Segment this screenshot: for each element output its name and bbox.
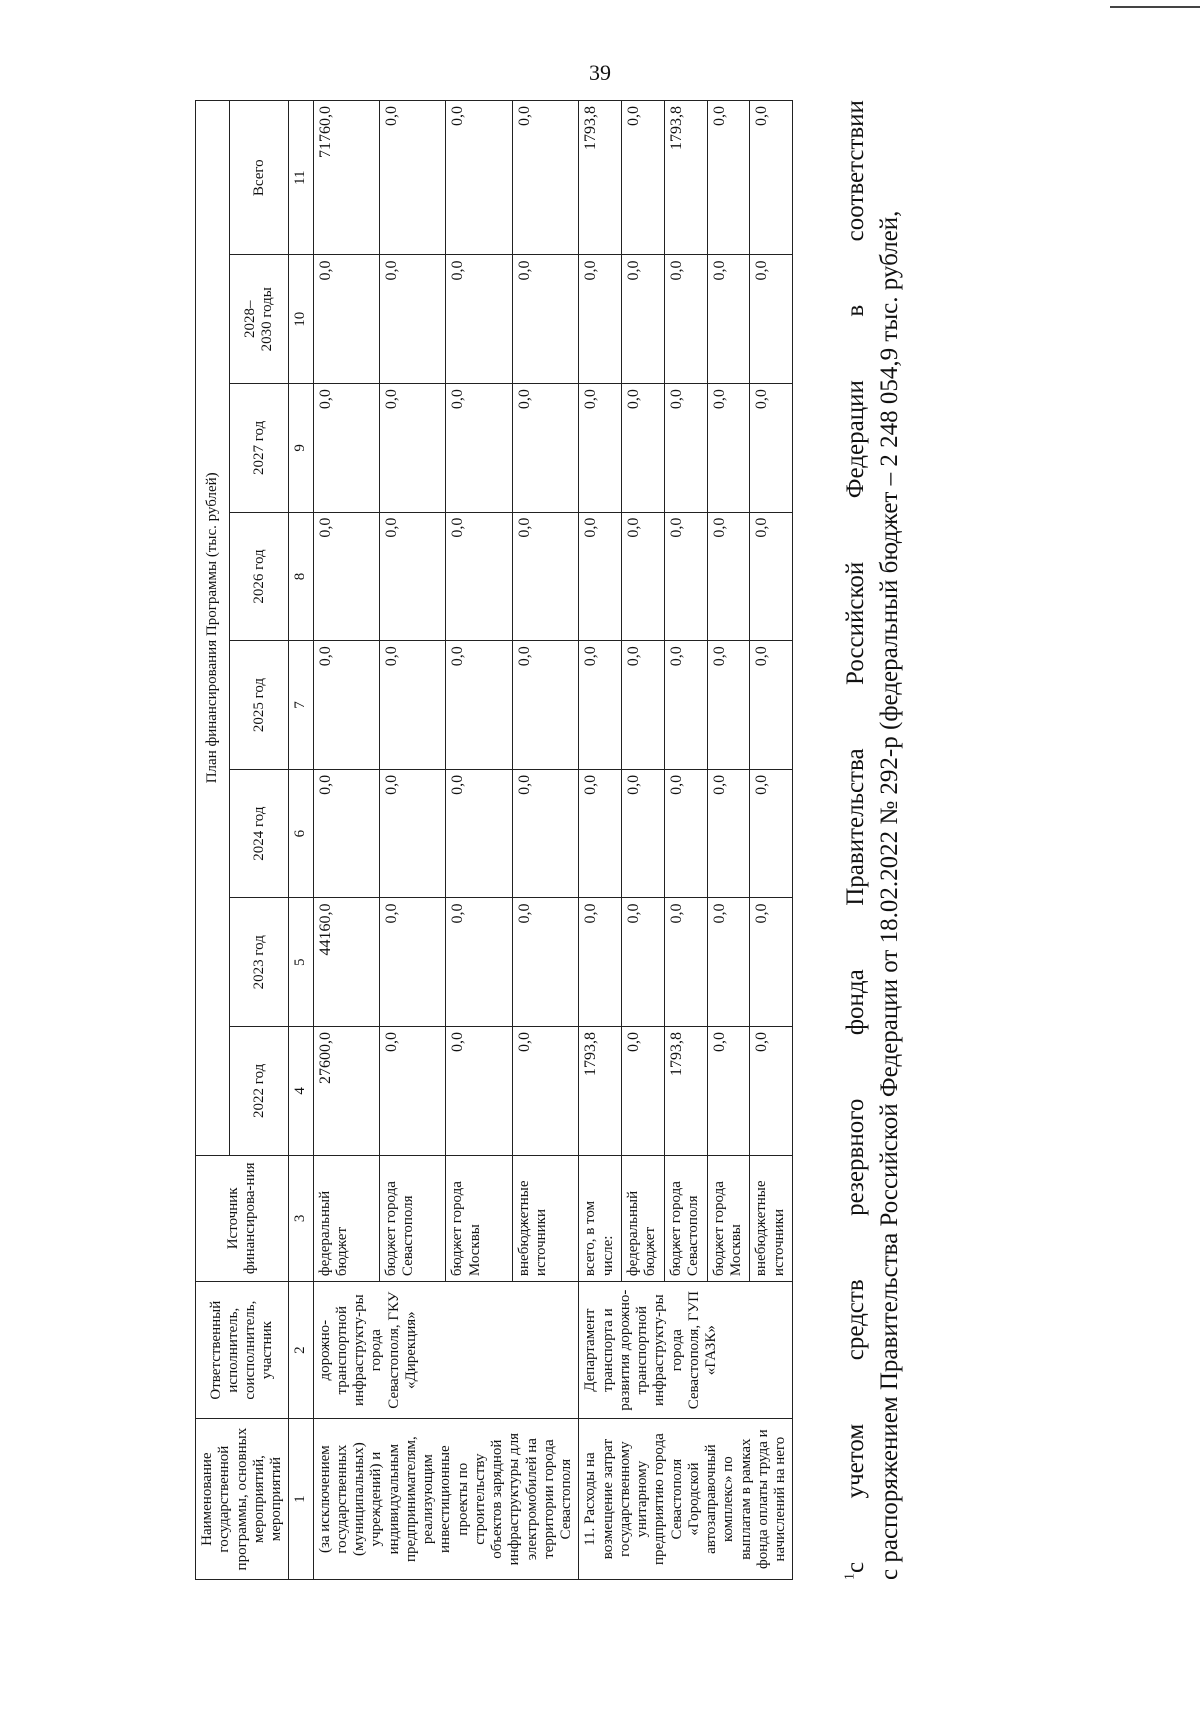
value-cell: 0,0: [512, 769, 578, 898]
value-cell: 0,0: [622, 898, 665, 1027]
value-cell: 0,0: [707, 101, 750, 255]
value-cell: 0,0: [622, 101, 665, 255]
source-cell: бюджет города Москвы: [446, 1155, 512, 1281]
footnote-word: Правительства: [842, 748, 870, 906]
value-cell: 0,0: [379, 101, 445, 255]
value-cell: 0,0: [750, 769, 793, 898]
footnote-line-1: [839, 100, 873, 1580]
value-cell: 0,0: [579, 769, 622, 898]
value-cell: 0,0: [313, 769, 379, 898]
footnote-word: фонда: [842, 969, 870, 1036]
value-cell: 0,0: [622, 255, 665, 384]
page-number: 39: [589, 60, 611, 85]
value-cell: 0,0: [313, 255, 379, 384]
header-executor: Ответственный исполнитель, соисполнитель, участник: [196, 1282, 289, 1419]
header-year-6: 2028– 2030 годы: [230, 255, 289, 384]
value-cell: 0,0: [512, 384, 578, 513]
header-year-0: 2022 год: [230, 1027, 289, 1156]
value-cell: 0,0: [750, 512, 793, 641]
value-cell: 0,0: [446, 384, 512, 513]
value-cell: 0,0: [512, 512, 578, 641]
value-cell: 0,0: [446, 101, 512, 255]
source-cell: бюджет города Москвы: [707, 1155, 750, 1281]
header-year-7: Всего: [230, 101, 289, 255]
footnote-word: учетом: [842, 1423, 870, 1499]
value-cell: 0,0: [750, 641, 793, 770]
column-index-6: 7: [289, 641, 313, 770]
table-row: [313, 101, 379, 1580]
value-cell: 27600,0: [313, 1027, 379, 1156]
value-cell: 0,0: [446, 255, 512, 384]
source-cell: бюджет города Севастополя: [664, 1155, 707, 1281]
value-cell: 0,0: [622, 641, 665, 770]
value-cell: 1793,8: [664, 1027, 707, 1156]
value-cell: 0,0: [622, 512, 665, 641]
column-index-0: 1: [289, 1419, 313, 1580]
value-cell: 44160,0: [313, 898, 379, 1027]
footnote-word: соответствии: [842, 100, 870, 242]
financing-table: [195, 100, 793, 1580]
value-cell: 0,0: [622, 384, 665, 513]
column-index-2: 3: [289, 1155, 313, 1281]
value-cell: 0,0: [707, 512, 750, 641]
value-cell: 0,0: [750, 384, 793, 513]
value-cell: 0,0: [707, 641, 750, 770]
value-cell: 0,0: [664, 384, 707, 513]
source-cell: внебюджетные источники: [512, 1155, 578, 1281]
value-cell: 0,0: [446, 769, 512, 898]
footnote-word-text: с: [842, 1561, 870, 1573]
value-cell: 0,0: [579, 384, 622, 513]
column-index-5: 6: [289, 769, 313, 898]
table-row: [579, 101, 622, 1580]
value-cell: 0,0: [446, 898, 512, 1027]
footnote: [839, 100, 907, 1580]
value-cell: 0,0: [750, 255, 793, 384]
value-cell: 0,0: [379, 512, 445, 641]
value-cell: 0,0: [707, 898, 750, 1027]
source-cell: федеральный бюджет: [313, 1155, 379, 1281]
footnote-word: Федерации: [842, 380, 870, 499]
header-index-row: [289, 101, 313, 1580]
footnote-word: Российской: [842, 561, 870, 685]
source-cell: федеральный бюджет: [622, 1155, 665, 1281]
value-cell: 0,0: [379, 769, 445, 898]
value-cell: 0,0: [750, 898, 793, 1027]
column-index-3: 4: [289, 1027, 313, 1156]
value-cell: 0,0: [579, 898, 622, 1027]
header-year-4: 2026 год: [230, 512, 289, 641]
value-cell: 0,0: [379, 1027, 445, 1156]
header-source: Источник финансирова-ния: [196, 1155, 289, 1281]
column-index-4: 5: [289, 898, 313, 1027]
source-cell: бюджет города Севастополя: [379, 1155, 445, 1281]
value-cell: 0,0: [512, 255, 578, 384]
value-cell: 0,0: [664, 255, 707, 384]
value-cell: 0,0: [707, 1027, 750, 1156]
table-body: [313, 101, 793, 1580]
column-index-7: 8: [289, 512, 313, 641]
value-cell: 0,0: [446, 512, 512, 641]
scan-edge-mark: [1110, 0, 1200, 8]
value-cell: 0,0: [512, 641, 578, 770]
header-year-3: 2025 год: [230, 641, 289, 770]
column-index-9: 10: [289, 255, 313, 384]
value-cell: 0,0: [750, 101, 793, 255]
value-cell: 0,0: [446, 641, 512, 770]
column-index-1: 2: [289, 1282, 313, 1419]
header-program-name: Наименование государственной программы, основных мероприятий, мероприятий: [196, 1419, 289, 1580]
value-cell: 0,0: [579, 641, 622, 770]
source-cell: всего, в том числе:: [579, 1155, 622, 1281]
program-name-cell: 11. Расходы на возмещение затрат государственному унитарному предприятию города Севастополя «Городской автозаправочный комплекс» по выплатам в рамках фонда оплаты труда и начислений на него: [579, 1419, 793, 1580]
value-cell: 1793,8: [579, 101, 622, 255]
executor-cell: дорожно-транспортной инфраструкту-ры города Севастополя, ГКУ «Дирекция»: [313, 1282, 579, 1419]
value-cell: 0,0: [313, 512, 379, 641]
value-cell: 0,0: [379, 898, 445, 1027]
program-name-cell: (за исключением государственных (муниципальных) учреждений) и индивидуальным предпринимателям, реализующим инвестиционные проекты по строительству объектов зарядной инфраструктуры для электромобилей на территории города Севастополя: [313, 1419, 579, 1580]
value-cell: 0,0: [622, 1027, 665, 1156]
value-cell: 0,0: [512, 101, 578, 255]
value-cell: 71760,0: [313, 101, 379, 255]
value-cell: 0,0: [379, 384, 445, 513]
rotated-page-content: [195, 100, 1125, 1580]
value-cell: 1793,8: [579, 1027, 622, 1156]
value-cell: 0,0: [750, 1027, 793, 1156]
column-index-10: 11: [289, 101, 313, 255]
value-cell: 0,0: [707, 255, 750, 384]
value-cell: 0,0: [664, 512, 707, 641]
value-cell: 0,0: [313, 384, 379, 513]
executor-cell: Департамент транспорта и развития дорожно-транспортной инфраструкту-ры города Севастополя, ГУП «ГАЗК»: [579, 1282, 793, 1419]
value-cell: 0,0: [446, 1027, 512, 1156]
footnote-line-2: с распоряжением Правительства Российской Федерации от 18.02.2022 № 292-р (федеральный бюджет – 2 248 054,9 тыс. рублей,: [876, 210, 903, 1580]
value-cell: 0,0: [512, 898, 578, 1027]
value-cell: 0,0: [512, 1027, 578, 1156]
value-cell: 0,0: [707, 769, 750, 898]
value-cell: 0,0: [313, 641, 379, 770]
footnote-word: [839, 1562, 873, 1580]
value-cell: 0,0: [379, 641, 445, 770]
value-cell: 0,0: [664, 641, 707, 770]
header-year-1: 2023 год: [230, 898, 289, 1027]
value-cell: 1793,8: [664, 101, 707, 255]
value-cell: 0,0: [579, 255, 622, 384]
value-cell: 0,0: [664, 769, 707, 898]
header-year-5: 2027 год: [230, 384, 289, 513]
column-index-8: 9: [289, 384, 313, 513]
value-cell: 0,0: [664, 898, 707, 1027]
footnote-marker: 1: [842, 1573, 858, 1580]
footnote-word: в: [842, 304, 870, 317]
value-cell: 0,0: [707, 384, 750, 513]
header-year-2: 2024 год: [230, 769, 289, 898]
source-cell: внебюджетные источники: [750, 1155, 793, 1281]
value-cell: 0,0: [579, 512, 622, 641]
footnote-word: средств: [842, 1279, 870, 1361]
header-financing-plan: План финансирования Программы (тыс. рублей): [196, 101, 230, 1156]
value-cell: 0,0: [622, 769, 665, 898]
footnote-word: резервного: [842, 1098, 870, 1216]
value-cell: 0,0: [379, 255, 445, 384]
